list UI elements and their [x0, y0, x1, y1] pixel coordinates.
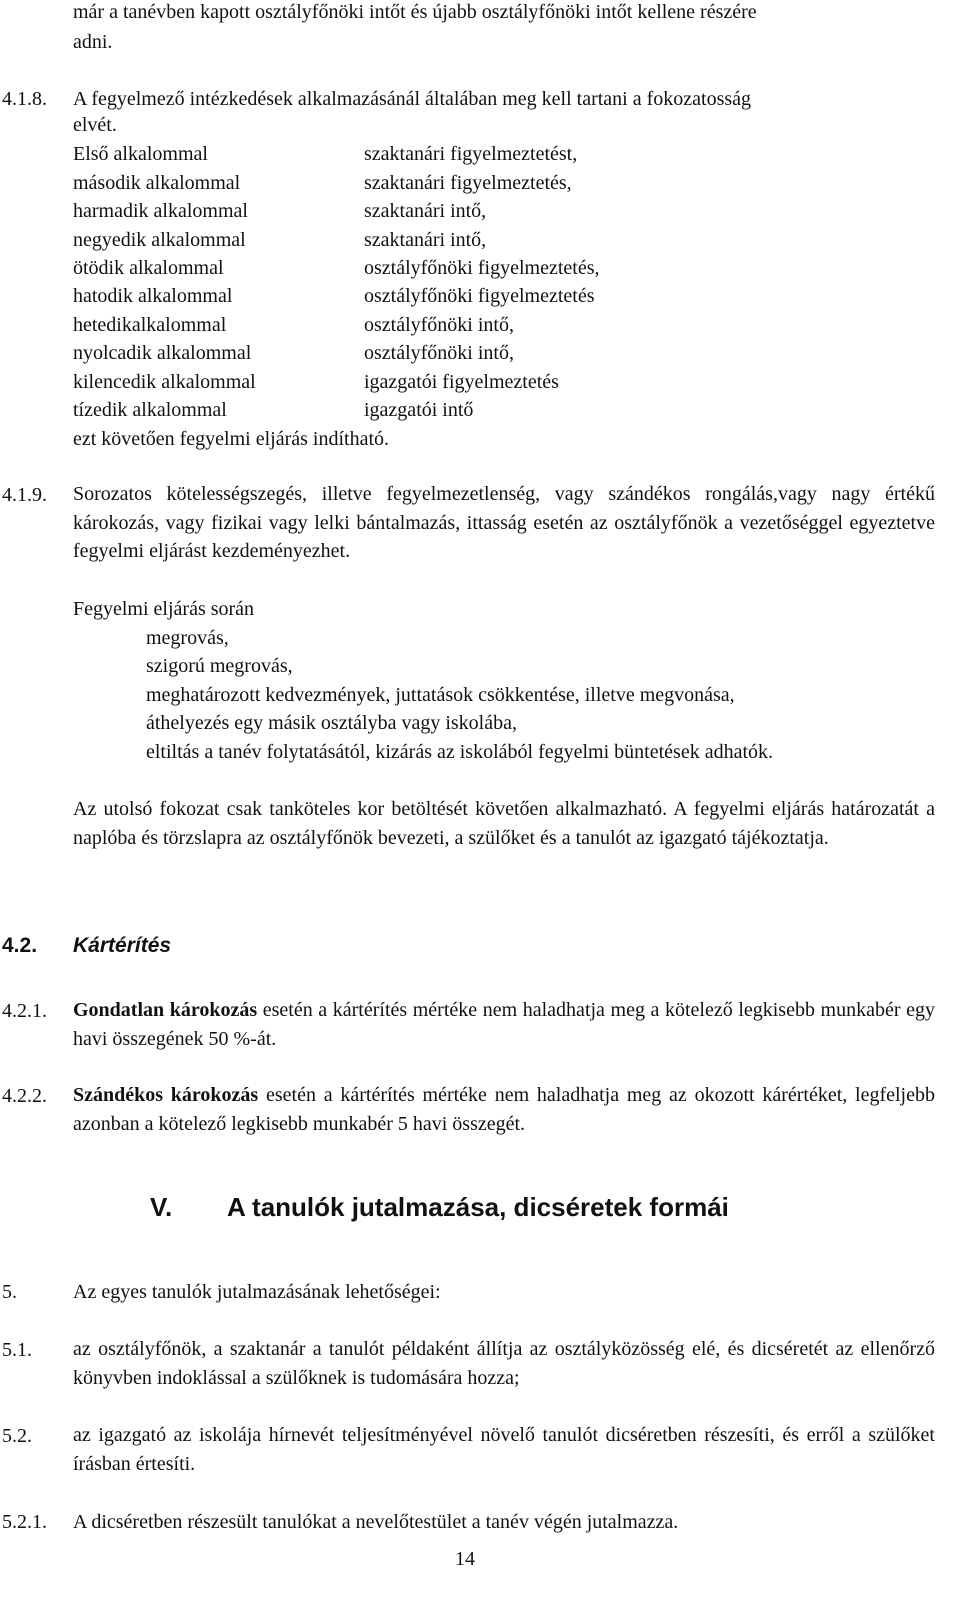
section-4-1-8-closing: ezt követően fegyelmi eljárás indítható. [73, 428, 389, 450]
section-5-2-1-text: A dicséretben részesült tanulókat a nevelőtestület a tanév végén jutalmazza. [73, 1511, 679, 1533]
penalty-item: meghatározott kedvezmények, juttatások csökkentése, illetve megvonása, [146, 684, 735, 706]
page-number: 14 [455, 1548, 475, 1570]
section-4-2-2-bold: Szándékos károkozás [73, 1084, 259, 1106]
section-number-4-2-1: 4.2.1. [2, 1000, 47, 1022]
section-4-1-9-last-paragraph: Az utolsó fokozat csak tanköteles kor betöltését követően alkalmazható. A fegyelmi eljárás határozatát a naplóba és törzslapra az osztályfőnök bevezeti, a szülőket és a tanulót az igazgató tájékoztatja. [73, 798, 935, 849]
section-4-2-2-text [73, 1081, 935, 1138]
section-4-1-9-text: Sorozatos kötelességszegés, illetve fegyelmezetlenség, vagy szándékos rongálás,vagy nagy értékű károkozás, vagy fizikai vagy lelki bántalmazás, ittasság esetén az osztályfőnök a vezetőséggel egyeztetve fegyelmi eljárást kezdeményezhet. [73, 483, 935, 562]
penalty-item: szigorú megrovás, [146, 655, 293, 677]
escalation-occasion: második alkalommal [73, 172, 241, 194]
chapter-title: A tanulók jutalmazása, dicséretek formái [227, 1192, 729, 1222]
escalation-occasion: nyolcadik alkalommal [73, 342, 252, 364]
section-4-2-1-body: esetén a kártérítés mértéke nem haladhatja meg a kötelező legkisebb munkabér egy havi összegének 50 %-át. [73, 999, 935, 1050]
escalation-occasion: ötödik alkalommal [73, 257, 224, 279]
escalation-occasion: tízedik alkalommal [73, 399, 227, 421]
chapter-number: V. [150, 1192, 173, 1222]
escalation-measure: igazgatói intő [364, 399, 474, 421]
section-title-kartérítés: Kártérítés [73, 934, 172, 957]
section-5-1-text: az osztályfőnök, a szaktanár a tanulót példaként állítja az osztályközösség elé, és dicséretét az ellenőrző könyvben indoklással a szülőknek is tudomására hozza; [73, 1338, 935, 1389]
escalation-occasion: hetedikalkalommal [73, 314, 227, 336]
intro-line-2: adni. [73, 31, 113, 53]
procedure-intro: Fegyelmi eljárás során [73, 598, 255, 620]
escalation-occasion: Első alkalommal [73, 143, 208, 165]
intro-line-1: már a tanévben kapott osztályfőnöki intőt és újabb osztályfőnöki intőt kellene részére [73, 1, 757, 23]
escalation-measure: osztályfőnöki figyelmeztetés [364, 285, 595, 307]
section-title-4-2 [73, 933, 171, 959]
section-number-4-2-2: 4.2.2. [2, 1085, 47, 1107]
section-number-5-2: 5.2. [2, 1425, 32, 1447]
section-number-4-1-9: 4.1.9. [2, 484, 47, 506]
escalation-measure: osztályfőnöki figyelmeztetés, [364, 257, 600, 279]
section-4-2-2-body: esetén a kártérítés mértéke nem haladhatja meg az okozott kárértéket, legfeljebb azonban a kötelező legkisebb munkabér 5 havi összegét. [73, 1084, 935, 1135]
section-number-4-1-8: 4.1.8. [2, 88, 47, 110]
escalation-occasion: negyedik alkalommal [73, 229, 246, 251]
escalation-measure: szaktanári figyelmeztetés, [364, 172, 572, 194]
penalty-item: megrovás, [146, 627, 229, 649]
escalation-measure: szaktanári intő, [364, 229, 487, 251]
escalation-measure: szaktanári figyelmeztetést, [364, 143, 578, 165]
section-4-2-1-text [73, 996, 935, 1053]
section-number-4-2: 4.2. [2, 934, 38, 957]
escalation-measure: szaktanári intő, [364, 200, 487, 222]
escalation-occasion: harmadik alkalommal [73, 200, 248, 222]
section-4-1-8-line-1: A fegyelmező intézkedések alkalmazásánál általában meg kell tartani a fokozatosság [73, 88, 752, 110]
section-5-title: Az egyes tanulók jutalmazásának lehetőségei: [73, 1281, 441, 1303]
penalty-item: áthelyezés egy másik osztályba vagy iskolába, [146, 712, 517, 734]
section-5-2-text: az igazgató az iskolája hírnevét teljesítményével növelő tanulót dicséretben részesíti, és erről a szülőket írásban értesíti. [73, 1424, 935, 1475]
escalation-occasion: hatodik alkalommal [73, 285, 233, 307]
penalty-item: eltiltás a tanév folytatásától, kizárás az iskolából fegyelmi büntetések adhatók. [146, 741, 774, 763]
section-number-5-2-1: 5.2.1. [2, 1511, 47, 1533]
section-4-2-1-bold: Gondatlan károkozás [73, 999, 258, 1021]
section-4-1-8-line-2: elvét. [73, 114, 117, 136]
escalation-measure: osztályfőnöki intő, [364, 342, 514, 364]
section-number-5-1: 5.1. [2, 1339, 32, 1361]
escalation-measure: igazgatói figyelmeztetés [364, 371, 559, 393]
escalation-occasion: kilencedik alkalommal [73, 371, 256, 393]
section-number-5: 5. [2, 1281, 17, 1303]
escalation-measure: osztályfőnöki intő, [364, 314, 514, 336]
